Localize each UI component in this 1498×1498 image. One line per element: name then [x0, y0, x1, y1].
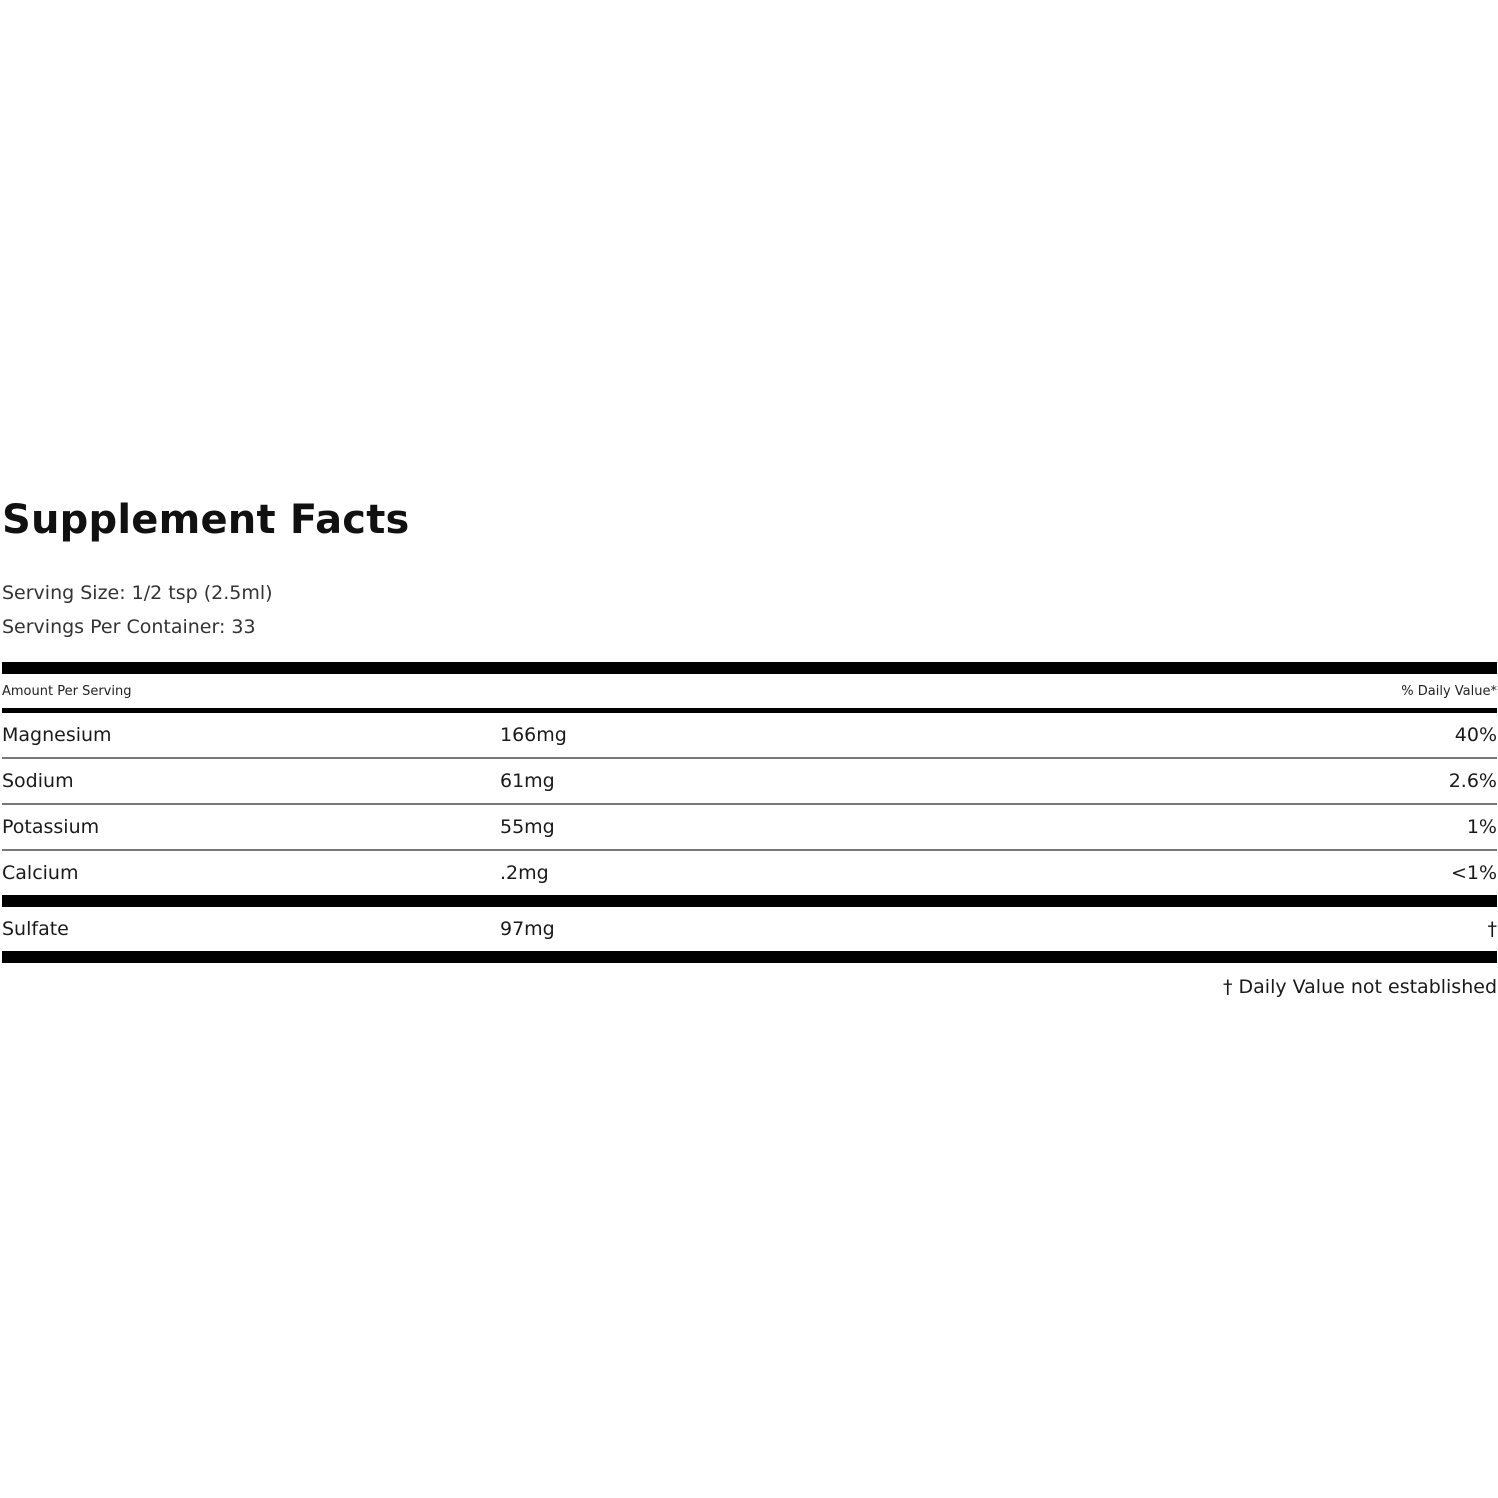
servings-per-container: Servings Per Container: 33	[2, 616, 256, 638]
footnote: † Daily Value not established	[1222, 976, 1497, 998]
section-divider	[2, 895, 1497, 907]
nutrient-name: Calcium	[2, 862, 79, 884]
top-divider	[2, 662, 1497, 674]
nutrient-amount: 61mg	[500, 770, 555, 792]
serving-info	[2, 576, 1497, 644]
column-header	[2, 674, 1497, 708]
ingredient-name: Sulfate	[2, 918, 69, 940]
nutrient-name: Potassium	[2, 816, 100, 838]
serving-size: Serving Size: 1/2 tsp (2.5ml)	[2, 582, 273, 604]
nutrient-amount: 166mg	[500, 724, 567, 746]
nutrient-row	[2, 851, 1497, 895]
nutrient-daily-value: 40%	[1454, 724, 1497, 746]
nutrient-daily-value: 2.6%	[1448, 770, 1497, 792]
ingredient-amount: 97mg	[500, 918, 555, 940]
ingredient-daily-value: †	[1487, 918, 1497, 940]
nutrient-daily-value: <1%	[1450, 862, 1497, 884]
other-ingredient-row	[2, 907, 1497, 951]
supplement-facts-panel	[2, 494, 1497, 999]
nutrient-row	[2, 805, 1497, 851]
daily-value-label: % Daily Value*	[1401, 683, 1497, 699]
panel-title: Supplement Facts	[2, 497, 410, 543]
nutrient-daily-value: 1%	[1466, 816, 1497, 838]
nutrient-row	[2, 713, 1497, 759]
amount-per-serving-label: Amount Per Serving	[2, 683, 132, 699]
nutrient-amount: .2mg	[500, 862, 549, 884]
nutrient-name: Magnesium	[2, 724, 112, 746]
nutrient-name: Sodium	[2, 770, 74, 792]
bottom-divider	[2, 951, 1497, 963]
nutrient-amount: 55mg	[500, 816, 555, 838]
nutrient-row	[2, 759, 1497, 805]
